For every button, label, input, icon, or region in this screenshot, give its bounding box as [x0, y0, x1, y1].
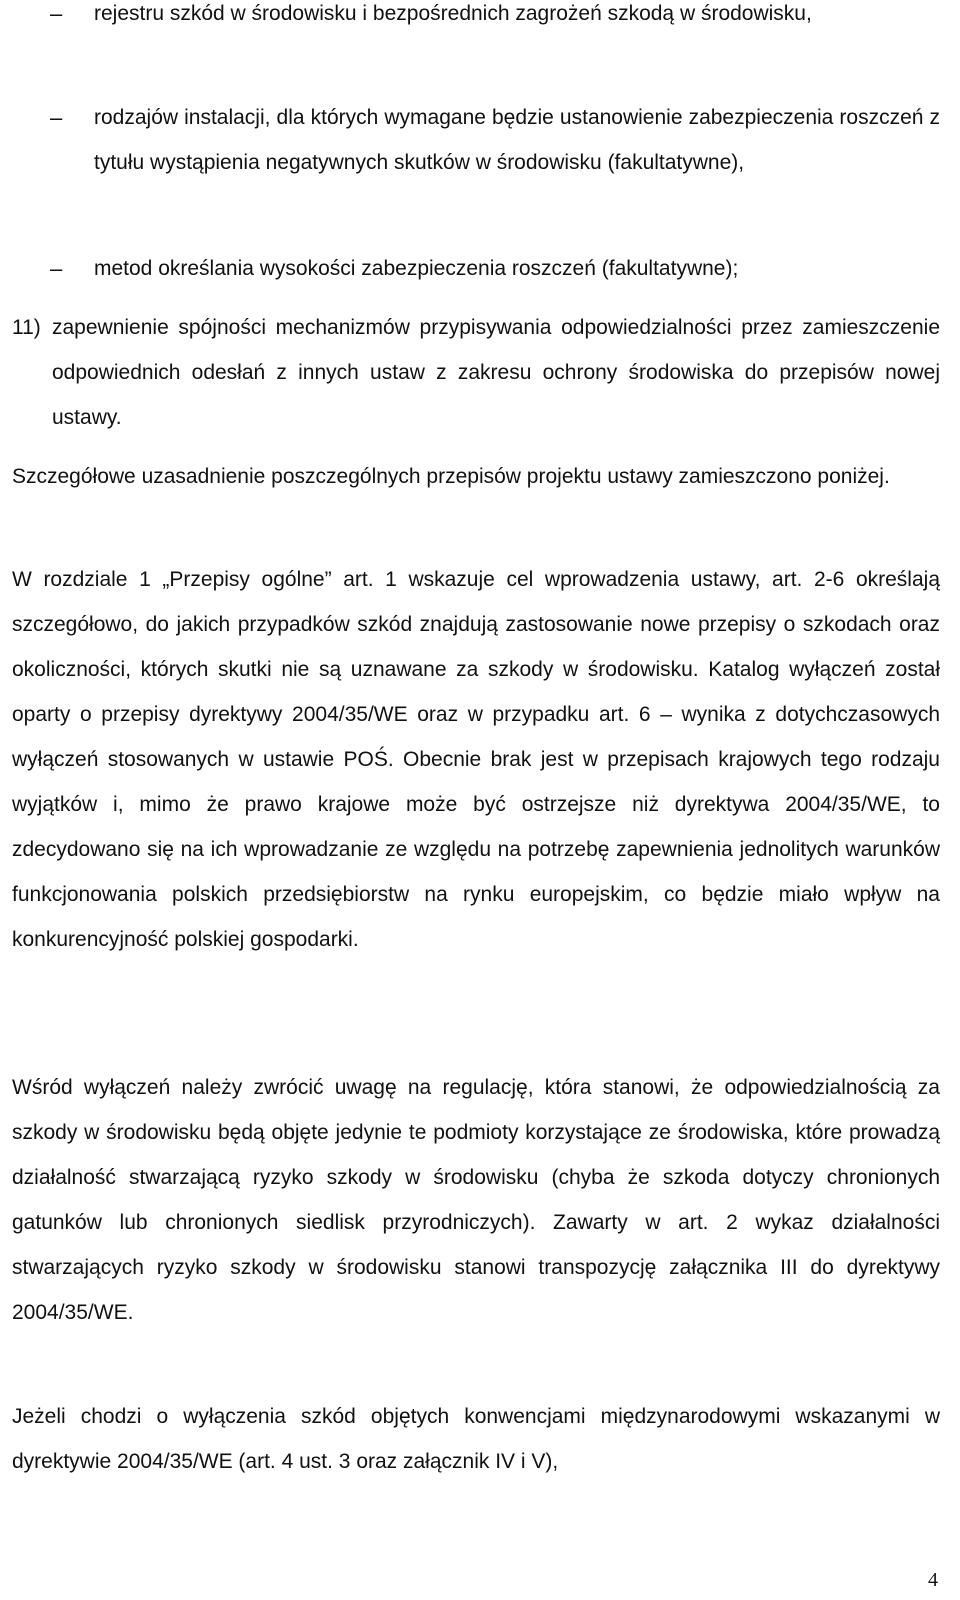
page-number: 4 [928, 1569, 938, 1591]
list-item-text: metod określania wysokości zabezpieczenia roszczeń (fakultatywne); [94, 257, 739, 280]
list-item [50, 0, 940, 36]
paragraph: Wśród wyłączeń należy zwrócić uwagę na regulację, która stanowi, że odpowiedzialnością za szkody w środowisku będą objęte jedynie te podmioty korzystające ze środowiska, które prowadzą działalność stwarzającą ryzyko szkody w środowisku (chyba że szkoda dotyczy chronionych gatunków lub chronionych siedlisk przyrodniczych). Zawarty w art. 2 wykaz działalności stwarzających ryzyko szkody w środowisku stanowi transpozycję załącznika III do dyrektywy 2004/35/WE. [12, 1076, 940, 1324]
list-item-text: rejestru szkód w środowisku i bezpośrednich zagrożeń szkodą w środowisku, [94, 2, 812, 25]
numbered-item [12, 305, 940, 440]
paragraph: Szczegółowe uzasadnienie poszczególnych przepisów projektu ustawy zamieszczono poniżej. [12, 465, 890, 488]
list-item [50, 246, 940, 291]
list-item [50, 95, 940, 185]
paragraph: Jeżeli chodzi o wyłączenia szkód objętych konwencjami międzynarodowymi wskazanymi w dyrektywie 2004/35/WE (art. 4 ust. 3 oraz załącznik IV i V), [12, 1405, 940, 1473]
list-dash: – [50, 1, 63, 26]
list-dash: – [50, 256, 63, 281]
paragraph: W rozdziale 1 „Przepisy ogólne” art. 1 wskazuje cel wprowadzenia ustawy, art. 2-6 określają szczegółowo, do jakich przypadków szkód znajdują zastosowanie nowe przepisy o szkodach oraz okoliczności, których skutki nie są uznawane za szkody w środowisku. Katalog wyłączeń został oparty o przepisy dyrektywy 2004/35/WE oraz w przypadku art. 6 – wynika z dotychczasowych wyłączeń stosowanych w ustawie POŚ. Obecnie brak jest w przepisach krajowych tego rodzaju wyjątków i, mimo że prawo krajowe może być ostrzejsze niż dyrektywa 2004/35/WE, to zdecydowano się na ich wprowadzanie ze względu na potrzebę zapewnienia jednolitych warunków funkcjonowania polskich przedsiębiorstw na rynku europejskim, co będzie miało wpływ na konkurencyjność polskiej gospodarki. [12, 568, 940, 951]
item-number: 11) [12, 316, 41, 339]
list-dash: – [50, 105, 63, 130]
list-item-text: rodzajów instalacji, dla których wymagane będzie ustanowienie zabezpieczenia roszczeń z tytułu wystąpienia negatywnych skutków w środowisku (fakultatywne), [94, 106, 940, 174]
numbered-item-text: zapewnienie spójności mechanizmów przypisywania odpowiedzialności przez zamieszczenie odpowiednich odesłań z innych ustaw z zakresu ochrony środowiska do przepisów nowej ustawy. [52, 316, 940, 429]
